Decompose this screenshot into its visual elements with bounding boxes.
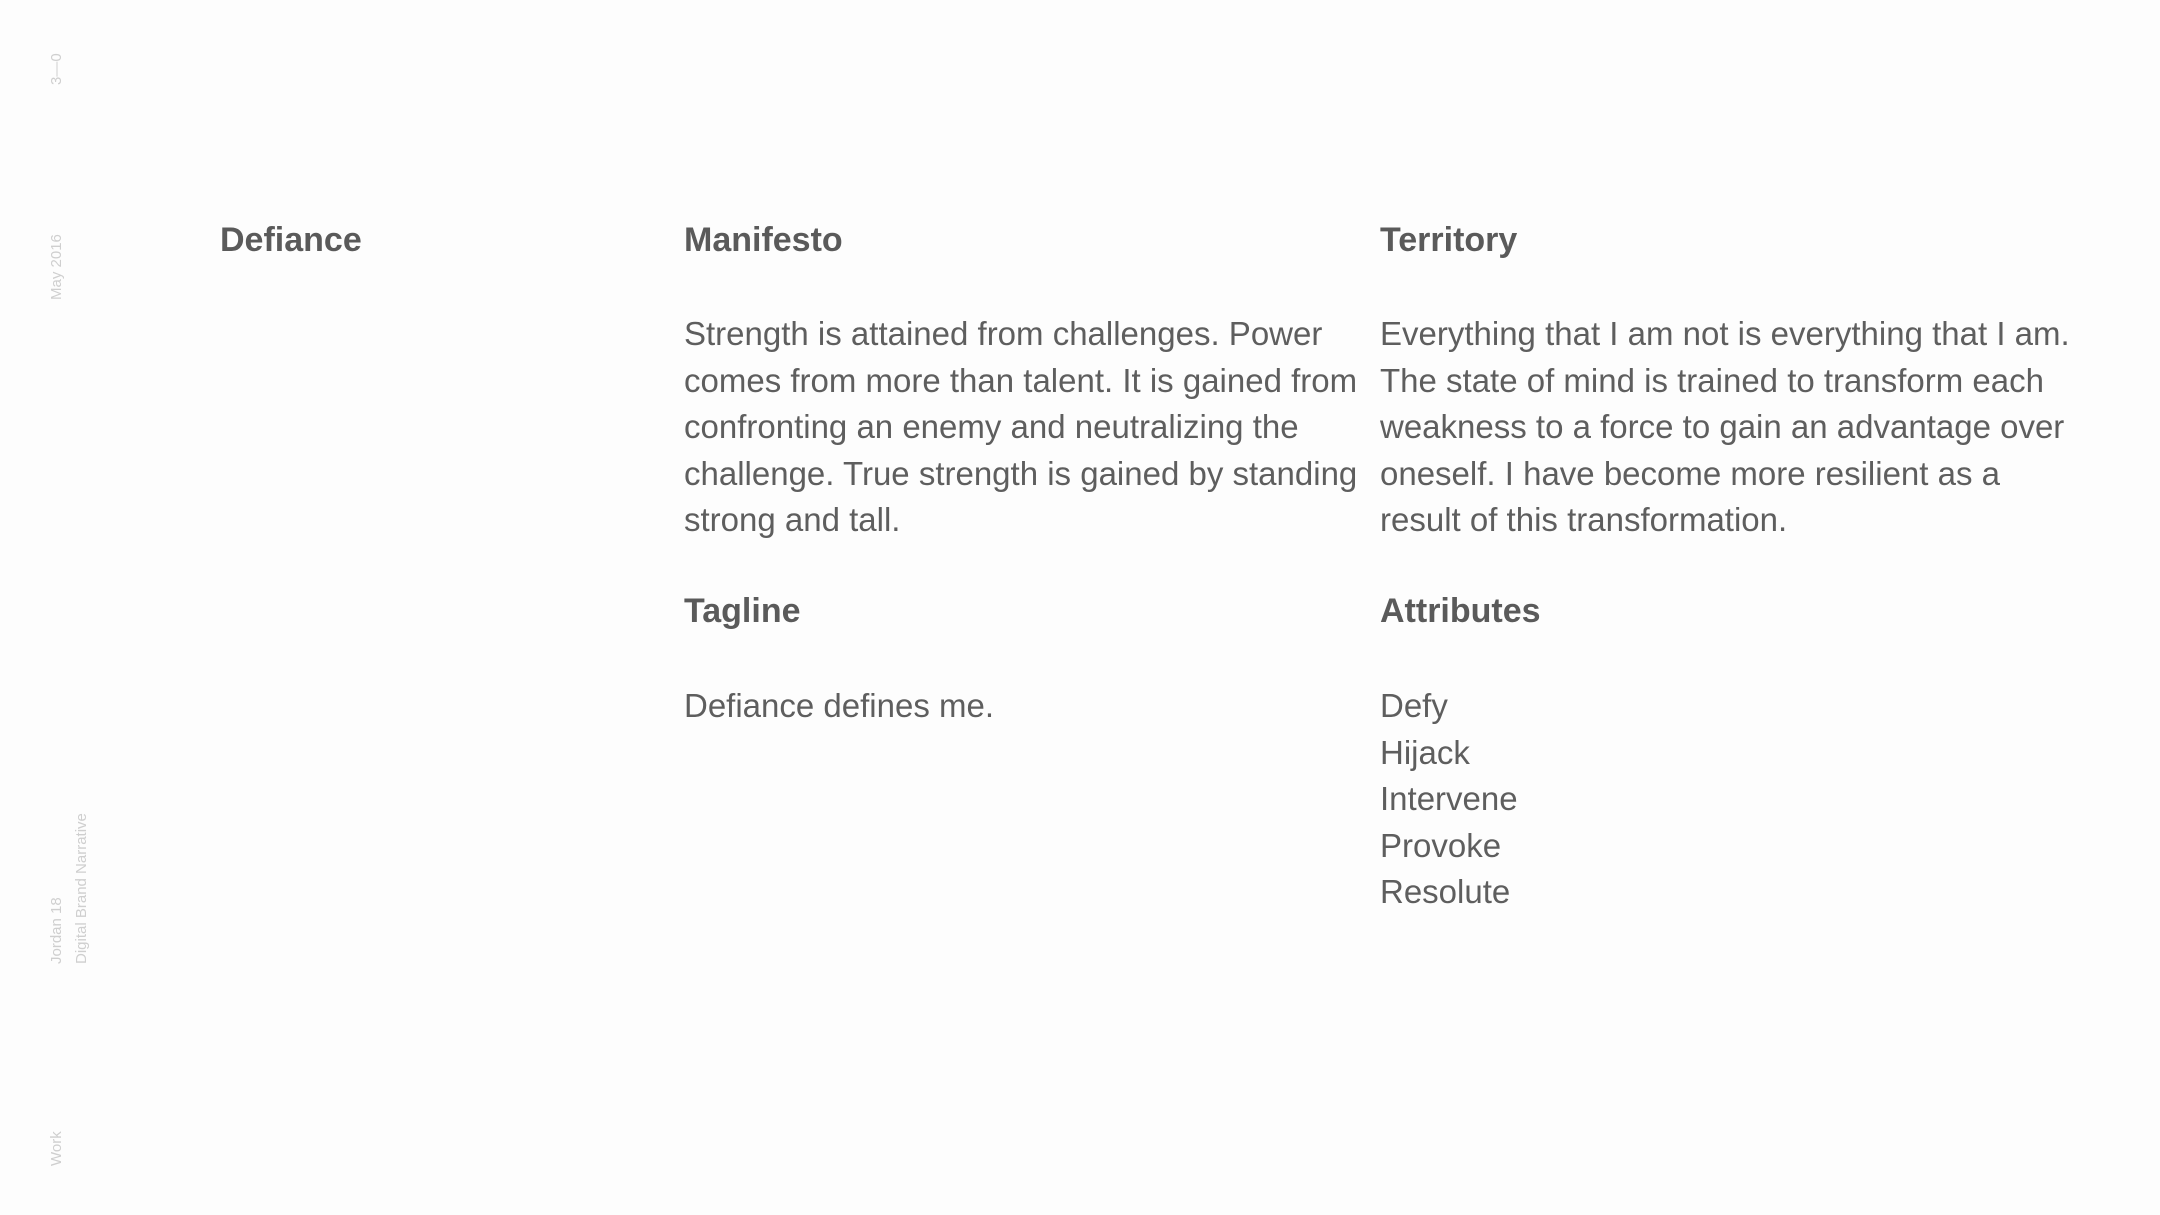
- attribute-item: Defy: [1380, 687, 1448, 724]
- manifesto-body: Strength is attained from challenges. Power comes from more than talent. It is gained from confronting an enemy and neutralizing the challenge. True strength is gained by standing strong and tall.: [684, 315, 1358, 538]
- attributes-heading: Attributes: [1380, 592, 1541, 630]
- project-label: Jordan 18: [48, 897, 65, 964]
- attribute-item: Resolute: [1380, 873, 1511, 910]
- territory-body: Everything that I am not is everything that I am. The state of mind is trained to transform each weakness to a force to gain an advantage over oneself. I have become more resilient as a result of this transformation.: [1380, 315, 2070, 538]
- territory-heading: Territory: [1380, 221, 1518, 259]
- tagline-body: Defiance defines me.: [684, 687, 995, 724]
- page-title: Defiance: [220, 221, 362, 259]
- section-label: Work: [48, 1131, 65, 1166]
- page-number: 3—0: [48, 53, 65, 85]
- manifesto-heading: Manifesto: [684, 221, 843, 259]
- tagline-heading: Tagline: [684, 592, 801, 630]
- attributes-list: [1380, 683, 1518, 916]
- date-label: May 2016: [48, 234, 65, 300]
- attribute-item: Provoke: [1380, 826, 1502, 864]
- attribute-item: Intervene: [1380, 780, 1518, 817]
- subtitle-label: Digital Brand Narrative: [73, 813, 90, 964]
- attribute-item: Hijack: [1380, 733, 1470, 771]
